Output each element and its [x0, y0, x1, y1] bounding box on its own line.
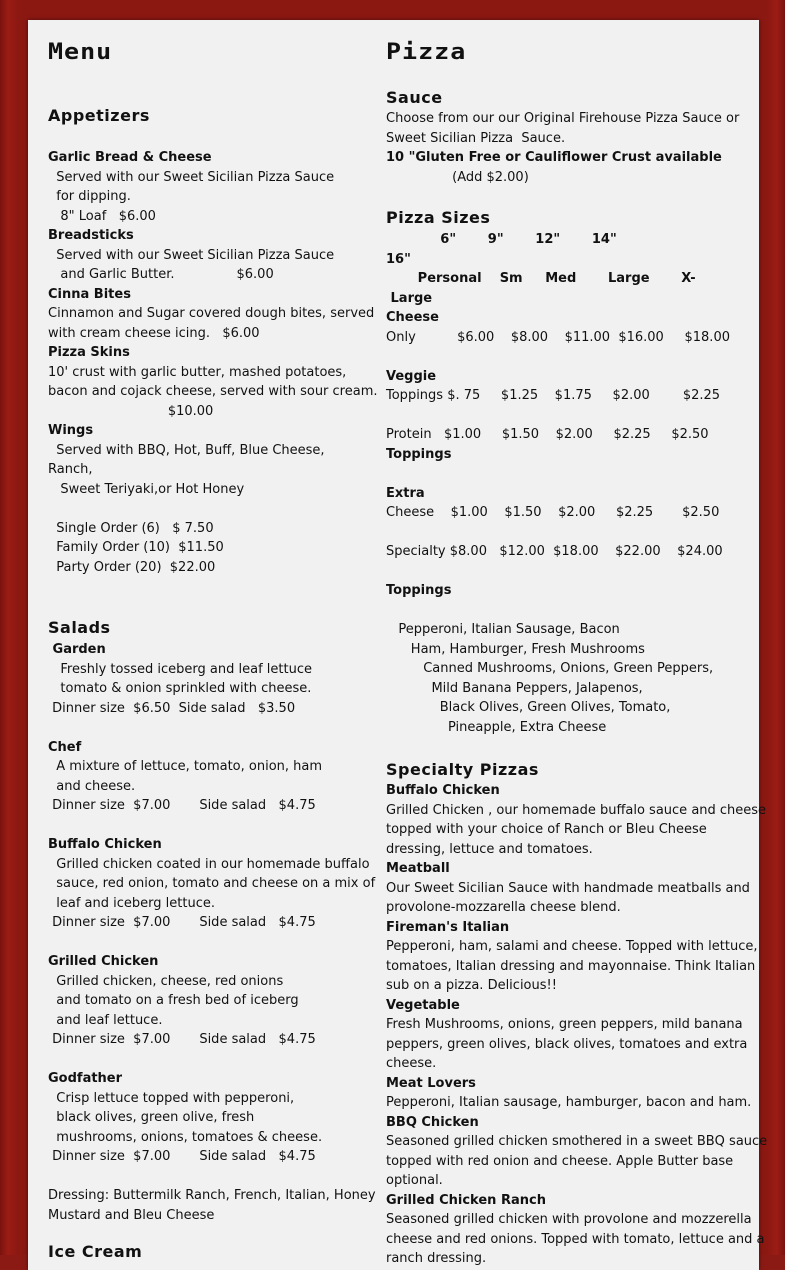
item-name: Chef — [48, 739, 82, 755]
spacer — [386, 562, 756, 582]
toppings-line: Black Olives, Green Olives, Tomato, — [386, 700, 671, 715]
item-desc: black olives, green olive, fresh — [48, 1110, 255, 1125]
item-price: Dinner size $6.50 Side salad $3.50 — [48, 700, 296, 716]
item-desc: leaf and iceberg lettuce. — [48, 895, 215, 911]
toppings-line: Canned Mushrooms, Onions, Green Peppers, — [386, 661, 714, 676]
price-row-extra: Cheese $1.00 $1.50 $2.00 $2.25 $2.50 — [386, 505, 720, 520]
item-desc: A mixture of lettuce, tomato, onion, ham — [48, 759, 323, 774]
item-desc: Cinnamon and Sugar covered dough bites, served — [48, 306, 375, 321]
item-price: 8" Loaf $6.00 — [48, 208, 156, 224]
pizza-desc: topped with red onion and cheese. Apple Butter base — [386, 1153, 734, 1169]
appetizers-list — [48, 148, 378, 577]
pizza-desc: cheese. — [386, 1056, 437, 1071]
item-name: Grilled Chicken — [48, 954, 159, 969]
specialty-list — [386, 781, 767, 1269]
price-row-cheese — [386, 328, 756, 348]
salads-list — [48, 640, 376, 1225]
pizza-name: Fireman's Italian — [386, 919, 510, 935]
item-price: Dinner size $7.00 Side salad $4.75 — [48, 1032, 316, 1047]
size-header: Personal Sm Med Large X- — [386, 271, 696, 286]
size-header: Large — [386, 290, 433, 306]
item-desc: 10' crust with garlic butter, mashed potatoes, — [48, 364, 347, 380]
item-desc: and leaf lettuce. — [48, 1012, 163, 1028]
toppings-line: Mild Banana Peppers, Jalapenos, — [386, 680, 643, 696]
spacer — [48, 1167, 376, 1187]
pizza-name: Meatball — [386, 861, 450, 876]
pizza-desc: sub on a pizza. Delicious!! — [386, 978, 557, 993]
pizza-desc: peppers, green olives, black olives, tomatoes and extra — [386, 1036, 748, 1052]
pizza-desc: Our Sweet Sicilian Sauce with handmade meatballs and — [386, 880, 750, 896]
menu-heading: Menu — [48, 38, 113, 65]
spacer — [48, 499, 378, 519]
gluten-note: 10 "Gluten Free or Cauliflower Crust available — [386, 150, 722, 165]
pizza-desc: optional. — [386, 1173, 443, 1188]
item-desc: mushrooms, onions, tomatoes & cheese. — [48, 1129, 323, 1145]
item-desc: Served with our Sweet Sicilian Pizza Sauce — [48, 169, 335, 185]
spacer — [386, 347, 756, 367]
item-name: Breadsticks — [48, 228, 134, 243]
item-desc: bacon and cojack cheese, served with sour cream. — [48, 384, 378, 399]
item-name: Wings — [48, 423, 94, 438]
toppings-line: Ham, Hamburger, Fresh Mushrooms — [386, 641, 645, 657]
item-price: $10.00 — [48, 403, 214, 419]
price-row-protein: Protein $1.00 $1.50 $2.00 $2.25 $2.50 — [386, 427, 709, 442]
toppings-title: Toppings — [386, 583, 452, 598]
sauce-title: Sauce — [386, 88, 443, 107]
pizza-heading: Pizza — [386, 38, 467, 65]
item-desc: and cheese. — [48, 778, 136, 794]
pizza-desc: Seasoned grilled chicken smothered in a sweet BBQ sauce — [386, 1134, 768, 1149]
sizes-table — [386, 230, 756, 737]
item-name: Buffalo Chicken — [48, 837, 162, 852]
spacer — [386, 523, 756, 543]
pizza-desc: ranch dressing. — [386, 1251, 487, 1266]
item-price: Dinner size $7.00 Side salad $4.75 — [48, 1149, 316, 1164]
pizza-desc: dressing, lettuce and tomatoes. — [386, 841, 593, 857]
item-desc: tomato & onion sprinkled with cheese. — [48, 681, 312, 696]
item-price: with cream cheese icing. $6.00 — [48, 325, 260, 341]
spacer — [386, 464, 756, 484]
spacer — [386, 406, 756, 426]
price-row-text: Only $6.00 $8.00 $11.00 $16.00 $18.00 — [386, 329, 730, 345]
item-name: Pizza Skins — [48, 345, 130, 360]
item-name: Garlic Bread & Cheese — [48, 150, 212, 165]
dressing-note: Mustard and Bleu Cheese — [48, 1207, 215, 1223]
pizza-desc: Seasoned grilled chicken with provolone and mozzerella — [386, 1212, 752, 1227]
pizza-desc: Pepperoni, ham, salami and cheese. Topped with lettuce, — [386, 939, 758, 954]
item-desc: Grilled chicken, cheese, red onions — [48, 973, 284, 989]
item-desc: Ranch, — [48, 462, 93, 477]
size-header: 6" 9" 12" 14" — [386, 232, 617, 247]
pizza-desc: Pepperoni, Italian sausage, hamburger, bacon and ham. — [386, 1095, 752, 1110]
pizza-desc: cheese and red onions. Topped with tomato, lettuce and a — [386, 1231, 765, 1247]
salads-title: Salads — [48, 618, 111, 637]
dressing-note: Dressing: Buttermilk Ranch, French, Italian, Honey — [48, 1188, 376, 1203]
item-price: Dinner size $7.00 Side salad $4.75 — [48, 915, 316, 930]
spacer — [48, 718, 376, 738]
row-label: Toppings — [386, 446, 452, 462]
item-desc: sauce, red onion, tomato and cheese on a mix of — [48, 876, 376, 891]
sizes-title: Pizza Sizes — [386, 208, 491, 227]
pizza-desc: tomatoes, Italian dressing and mayonnaise. Think Italian — [386, 958, 756, 974]
spacer — [48, 816, 376, 836]
pizza-name: Meat Lovers — [386, 1075, 476, 1091]
item-desc: and tomato on a fresh bed of iceberg — [48, 993, 299, 1008]
row-label: Extra — [386, 485, 425, 501]
item-name: Garden — [48, 642, 106, 657]
spacer — [386, 601, 756, 621]
sauce-desc: Choose from our our Original Firehouse Pizza Sauce or — [386, 111, 740, 126]
pizza-name: BBQ Chicken — [386, 1114, 479, 1130]
row-label: Cheese — [386, 310, 439, 325]
price-row-specialty: Specialty $8.00 $12.00 $18.00 $22.00 $24.00 — [386, 544, 723, 559]
gluten-price: (Add $2.00) — [386, 169, 529, 185]
sauce-desc: Sweet Sicilian Pizza Sauce. — [386, 130, 566, 146]
item-price: and Garlic Butter. $6.00 — [48, 267, 274, 282]
pizza-desc: Fresh Mushrooms, onions, green peppers, mild banana — [386, 1017, 743, 1032]
ice-cream-title: Ice Cream — [48, 1242, 143, 1261]
row-label: Veggie — [386, 368, 437, 384]
item-name: Cinna Bites — [48, 286, 131, 302]
specialty-title: Specialty Pizzas — [386, 760, 539, 779]
item-desc: Sweet Teriyaki,or Hot Honey — [48, 481, 245, 497]
pizza-name: Buffalo Chicken — [386, 783, 500, 798]
spacer — [48, 933, 376, 953]
item-name: Godfather — [48, 1071, 123, 1086]
item-desc: Freshly tossed iceberg and leaf lettuce — [48, 661, 312, 677]
spacer — [48, 1050, 376, 1070]
toppings-line: Pepperoni, Italian Sausage, Bacon — [386, 622, 620, 637]
item-price: Family Order (10) $11.50 — [48, 540, 224, 555]
item-price: Dinner size $7.00 Side salad $4.75 — [48, 798, 316, 813]
item-desc: Crisp lettuce topped with pepperoni, — [48, 1090, 295, 1106]
size-header: 16" — [386, 251, 411, 267]
pizza-desc: topped with your choice of Ranch or Bleu Cheese — [386, 822, 707, 837]
pizza-name: Grilled Chicken Ranch — [386, 1192, 546, 1208]
toppings-line: Pineapple, Extra Cheese — [386, 719, 607, 735]
item-price: Party Order (20) $22.00 — [48, 559, 216, 575]
price-row-veggie: Toppings $. 75 $1.25 $1.75 $2.00 $2.25 — [386, 388, 721, 403]
item-desc: Served with our Sweet Sicilian Pizza Sauce — [48, 247, 335, 263]
pizza-desc: Grilled Chicken , our homemade buffalo sauce and cheese — [386, 802, 767, 818]
item-price: Single Order (6) $ 7.50 — [48, 520, 214, 536]
sauce-section — [386, 109, 739, 187]
pizza-name: Vegetable — [386, 997, 460, 1013]
pizza-desc: provolone-mozzarella cheese blend. — [386, 900, 621, 915]
menu-page — [28, 20, 768, 1270]
item-desc: for dipping. — [48, 189, 131, 204]
appetizers-title: Appetizers — [48, 106, 150, 125]
item-desc: Grilled chicken coated in our homemade buffalo — [48, 856, 370, 872]
item-desc: Served with BBQ, Hot, Buff, Blue Cheese, — [48, 442, 325, 458]
